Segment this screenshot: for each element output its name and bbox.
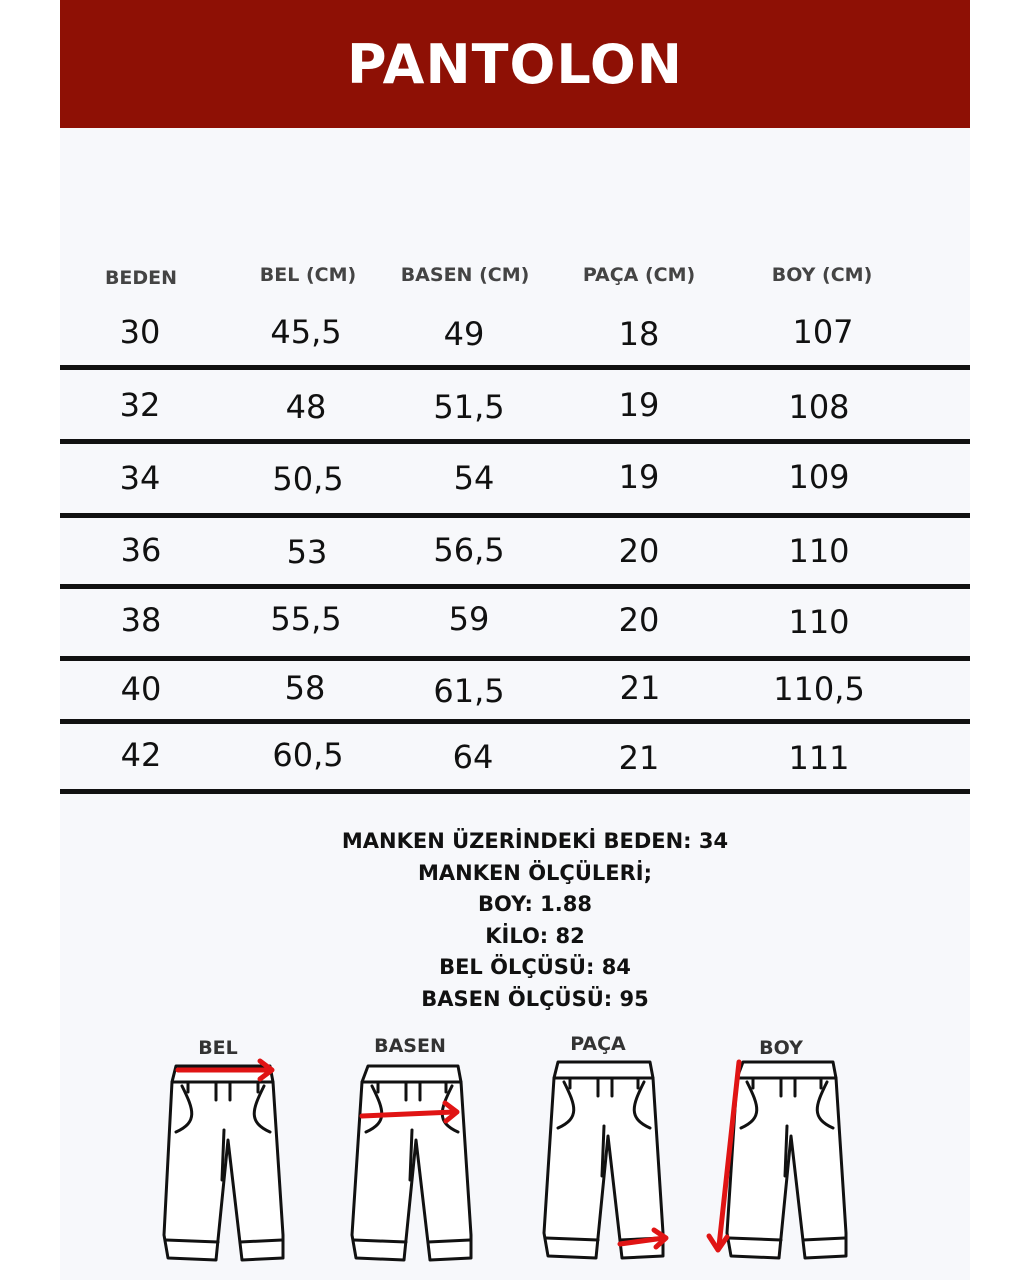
pants-hip-icon: [350, 1060, 480, 1275]
table-cell: 109: [788, 458, 850, 496]
table-cell: 64: [452, 738, 494, 776]
info-line: BEL ÖLÇÜSÜ: 84: [439, 955, 631, 979]
table-cell: 110,5: [773, 670, 865, 708]
col-header-beden: BEDEN: [104, 267, 178, 289]
table-cell: 32: [119, 386, 161, 424]
col-header-basen: BASEN (CM): [400, 264, 530, 286]
table-cell: 48: [285, 388, 327, 426]
table-cell: 18: [618, 315, 660, 353]
table-cell: 54: [453, 459, 495, 497]
pants-waist-icon: [158, 1060, 288, 1275]
table-cell: 34: [119, 459, 161, 497]
table-cell: 49: [443, 315, 485, 353]
page-title: PANTOLON: [347, 32, 683, 96]
diagram-label-paca: PAÇA: [570, 1033, 626, 1055]
col-header-paca: PAÇA (CM): [582, 264, 696, 286]
table-cell: 59: [448, 600, 490, 638]
table-cell: 36: [120, 531, 162, 569]
table-cell: 19: [618, 386, 660, 424]
col-header-bel: BEL (CM): [259, 264, 357, 286]
model-measurements: [60, 826, 970, 1015]
info-line: BOY: 1.88: [477, 892, 592, 916]
title-banner: [60, 0, 970, 128]
pants-length-icon: [705, 1058, 850, 1273]
info-line: MANKEN ÖLÇÜLERİ;: [417, 860, 653, 885]
table-cell: 40: [120, 670, 162, 708]
table-cell: 60,5: [272, 736, 344, 774]
row-divider: [60, 789, 970, 794]
table-cell: 38: [120, 601, 162, 639]
table-cell: 19: [618, 458, 660, 496]
table-cell: 108: [788, 388, 850, 426]
info-line: BASEN ÖLÇÜSÜ: 95: [421, 986, 649, 1011]
table-cell: 58: [284, 669, 326, 707]
table-cell: 21: [619, 669, 661, 707]
table-cell: 56,5: [433, 531, 505, 569]
table-cell: 45,5: [270, 313, 342, 351]
info-line: MANKEN ÜZERİNDEKİ BEDEN: 34: [341, 829, 729, 853]
info-line: KİLO: 82: [485, 923, 585, 948]
table-cell: 55,5: [270, 600, 342, 638]
row-divider: [60, 365, 970, 370]
table-cell: 21: [618, 739, 660, 777]
row-divider: [60, 513, 970, 518]
table-cell: 111: [788, 739, 850, 777]
table-cell: 20: [618, 532, 660, 570]
table-cell: 30: [119, 313, 161, 351]
table-cell: 61,5: [433, 672, 505, 710]
row-divider: [60, 439, 970, 444]
diagram-label-boy: BOY: [759, 1037, 803, 1059]
row-divider: [60, 719, 970, 724]
table-cell: 20: [618, 601, 660, 639]
table-cell: 110: [788, 532, 850, 570]
table-cell: 50,5: [272, 460, 344, 498]
row-divider: [60, 656, 970, 661]
pants-hem-icon: [540, 1058, 675, 1273]
col-header-boy: BOY (CM): [771, 264, 873, 286]
table-cell: 42: [120, 736, 162, 774]
table-cell: 110: [788, 603, 850, 641]
diagram-label-bel: BEL: [198, 1037, 238, 1059]
row-divider: [60, 584, 970, 589]
table-cell: 107: [792, 313, 854, 351]
table-cell: 51,5: [433, 388, 505, 426]
table-cell: 53: [286, 533, 328, 571]
diagram-label-basen: BASEN: [374, 1035, 446, 1057]
